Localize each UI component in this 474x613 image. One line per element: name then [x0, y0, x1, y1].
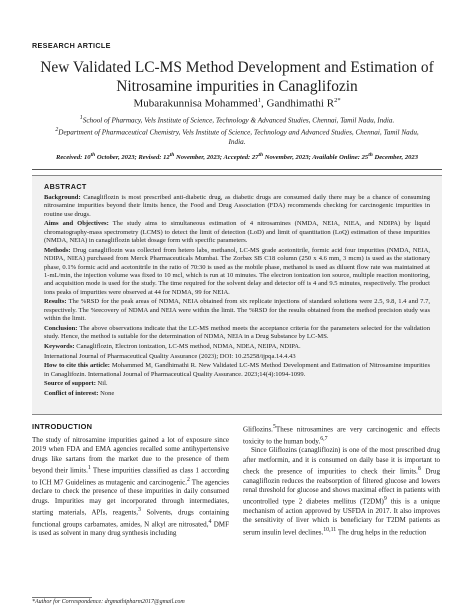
methods-label: Methods: [44, 246, 71, 254]
abstract-conclusion [44, 325, 430, 342]
background-label: Background: [44, 194, 81, 201]
source-of-support [44, 380, 430, 388]
citation-mark: 5 [272, 424, 276, 430]
keywords-label: Keywords: [44, 342, 75, 350]
conflict-text: None [100, 390, 115, 398]
affiliation-2-text: Department of Pharmaceutical Chemistry, Vels Institute of Science, Technology and Advanced Studies, Chennai, Tamil Nadu, India. [58, 128, 419, 146]
citation-mark: 3 [138, 507, 141, 514]
aims-label: Aims and Objectives: [44, 220, 109, 228]
revised-date-rest: November, 2023; [174, 154, 224, 162]
author-2-affil-mark: 2* [334, 97, 341, 104]
received-date: Received: 10 [55, 154, 91, 162]
title-line-1: New Validated LC-MS Method Development and Estimation of [40, 59, 434, 76]
abstract-results [44, 298, 430, 323]
citation-mark: 6,7 [320, 435, 328, 442]
intro-p1-text-c: The agencies declare to check the presence of these impurities in daily consumed drugs. Impurities may get incorporated through intermediates, starting materials, APIs, reagents, [32, 478, 229, 517]
intro-p1-text-a: The study of nitrosamine impurities gained a lot of exposure since 2019 when FDA and EMA agencies recalled some antihypertensive drugs like sartans from the market due to the presence of them beyond their limits. [32, 436, 229, 475]
conflict-label: Conflict of interest: [44, 390, 99, 398]
citation-mark: 1 [87, 465, 91, 472]
abstract-body [44, 194, 430, 400]
results-label: Results: [44, 298, 67, 306]
received-date-rest: October, 2023; [95, 154, 139, 162]
article-type-label: RESEARCH ARTICLE [32, 41, 111, 50]
publication-dates [32, 152, 442, 161]
author-1-affil-mark: 1 [257, 97, 262, 104]
accepted-date: Accepted: 27 [223, 154, 259, 162]
author-list [40, 97, 434, 110]
revised-date-suffix: th [169, 152, 175, 158]
article-title [40, 58, 434, 96]
citation-mark: 4 [208, 518, 212, 525]
intro-r2-text-a: Since Gliflozins (canagliflozin) is one of the most prescribed drug after metformin, and it is consumed on daily base it is important to check the presence of impurities to check their limits. [243, 446, 440, 476]
header-divider [32, 169, 442, 170]
available-date: Available Online: 25 [312, 154, 369, 162]
aims-text: The study aims to simultaneous estimation of 4 nitrosamines (NMDA, NEIA, NIEA, and NDIPA) by liquid chromatography-mass spectrometry (LCMS) to detect the limit of detection (LoD) and limit of quantitation (LoQ) estimation of these impurities (NMDA, NEIA) in canagliflozin tablet dosage form with specific parameters. [44, 220, 430, 245]
citation-mark: 2 [187, 476, 190, 483]
how-to-cite [44, 362, 430, 379]
intro-paragraph-1 [32, 436, 229, 539]
conflict-of-interest [44, 390, 430, 398]
citation-mark: 10,11 [323, 526, 337, 533]
affiliation-2 [46, 126, 428, 147]
keywords-text: Canagliflozin, Electron ionization, LC-MS method, NDMA, NDEA, NEIPA, NDIPA. [76, 342, 301, 350]
intro-r2-text-b: Drug canagliflozin reduces the reabsorption of filtered glucose and lowers renal threshold for glucose and shows maximal effect in patients with uncontrolled type 2 diabetes mellitus (T2DM) [243, 467, 440, 506]
methods-text: Drug canagliflozin was collected from hetero labs, methanol, LC-MS grade acetonitrile, formic acid four impurities (NMDA, NEIA, NDIPA, NIEA) purchased from Merck Pharmaceuticals Mumbai. The Zorbax SB C18 column (250 x 4.6 mm, 3 mcm) is used as the stationary phase, 0.1% formic acid and acetonitrile in the ratio of 70:30 is used as the mobile phase, methanol is used as diluent flow rate was maintained at 1-mL/min, the injection volume was fixed to 10 mcl, which is run at 10 minutes. The electron ionization ion source, multiple reaction monitoring, and acquisition mode is used for the study. The time required for the solvent delay and detector off is 4 and 9.5 minutes, respectively. The product ions peaks of impurities were observed at 44 for NDMA, 99 for NEIA. [44, 246, 430, 296]
intro-p1-text-b: These impurities classified as class 1 according to ICH M7 Guidelines as mutagenic and carcinogenic. [32, 466, 230, 487]
accepted-date-suffix: th [258, 152, 264, 158]
accepted-date-rest: November, 2023; [263, 154, 313, 162]
abstract-keywords [44, 343, 430, 351]
introduction-heading: INTRODUCTION [32, 422, 93, 431]
intro-r2-text-d: The drug helps in the reduction [336, 528, 427, 537]
available-date-rest: December, 2023 [372, 154, 419, 162]
citation-mark: 9 [383, 496, 387, 503]
correspondence-footnote: *Author for Correspondence: drgmathipharm2017@gmail.com [32, 599, 185, 605]
intro-right-column [243, 423, 440, 538]
results-text: The %RSD for the peak areas of NDMA, NEIA obtained from six replicate injections of standard solutions were 2.5, 9.8, 1.4 and 7.7, respectively. The %recovery of NDMA and NEIA were within the limit. The %RSD for the results obtained from the method precision study was within the limit. [44, 298, 430, 322]
author-1: Mubarakunnisa Mohammed [133, 97, 258, 110]
conclusion-label: Conclusion: [44, 324, 78, 332]
title-line-2: Nitrosamine impurities in Canaglifozin [116, 78, 358, 95]
cite-text: Mohammed M, Gandhimathi R. New Validated LC-MS Method Development and Estimation of Nitrosamine impurities in Canaglifozin. International Journal of Pharmaceutical Quality Assurance. 2023;14(4):1094-1099. [44, 362, 430, 378]
affiliation-1 [46, 114, 428, 126]
abstract-methods [44, 247, 430, 297]
journal-citation-line: International Journal of Pharmaceutical Quality Assurance (2023); DOI: 10.25258/ijpqa.14.4.43 [44, 352, 296, 360]
available-date-suffix: th [368, 152, 373, 158]
conclusion-text: The above observations indicate that the LC-MS method meets the acceptance criteria for the parameters selected for the validation study. Hence, the method is suitable for the determination of NDMA, NEIA in a Drug Substance by LC-MS. [44, 324, 430, 341]
author-2: , Gandhimathi R [261, 97, 335, 110]
intro-p1-text-d: Solvents, drugs containing functional groups carbamates, amides, N alkyl are nitrosated, [32, 508, 229, 529]
intro-r1-text-a: Gliflozins. [243, 425, 273, 434]
support-text: Nil. [97, 380, 108, 388]
intro-paragraph-1-cont [243, 423, 440, 446]
intro-paragraph-2 [243, 446, 440, 537]
cite-label: How to cite this article: [44, 362, 110, 370]
background-text: Canagliflozin is most prescribed anti-diabetic drug, as diabetic drugs are consumed daily there may be a chance of consuming nitrosamine impurities beyond their limits hence, the Food and Drug Association (FDA) recommends checking for carcinogenic impurities in routine use drugs. [44, 194, 430, 218]
abstract-background [44, 194, 430, 219]
revised-date: Revised: 12 [138, 154, 170, 162]
abstract-heading: ABSTRACT [44, 182, 87, 191]
affiliations [46, 114, 428, 147]
footnote-divider [32, 597, 92, 598]
intro-left-column [32, 436, 229, 539]
citation-mark: 8 [417, 466, 421, 473]
intro-r1-text-b: These nitrosamines are very carcinogenic and effects toxicity to the human body. [243, 425, 440, 446]
abstract-box [32, 175, 442, 415]
affiliation-2-mark: 2 [55, 126, 59, 133]
affiliation-1-text: School of Pharmacy, Vels Institute of Science, Technology & Advanced Studies, Chennai, Tamil Nadu, India. [82, 116, 395, 125]
intro-r2-text-c: this is a unique mechanism of action approved by USFDA in 2017. It also improves the sensitivity of liver which is beneficiary for T2DM patients as serum insulin level declines. [243, 497, 440, 537]
affiliation-1-mark: 1 [79, 115, 83, 121]
support-label: Source of support: [44, 380, 96, 388]
intro-p1-text-e: DMF is used as solvent in many drug synthesis including [32, 520, 229, 538]
received-date-suffix: th [90, 152, 96, 158]
abstract-aims [44, 220, 430, 245]
